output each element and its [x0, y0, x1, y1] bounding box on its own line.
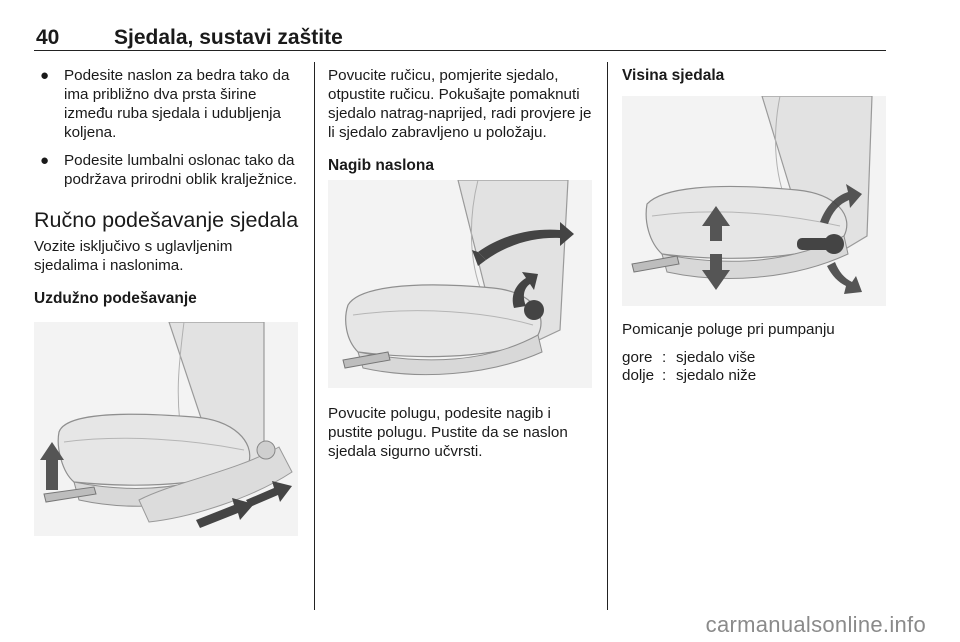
page-header [34, 26, 886, 50]
bullet-dot-icon: ● [40, 152, 50, 169]
column-divider-2 [607, 62, 608, 610]
heading-manual-adjustment: Ručno podešavanje sjedala [34, 208, 299, 232]
heading-seat-height: Visina sjedala [622, 67, 725, 84]
heading-longitudinal-adjustment: Uzdužno podešavanje [34, 290, 197, 307]
column-right [622, 66, 886, 85]
page-number: 40 [36, 26, 60, 49]
column-left [34, 66, 300, 308]
bullet-item [34, 66, 300, 142]
legend-value: sjedalo više [676, 349, 756, 366]
bullet-dot-icon: ● [40, 67, 50, 84]
paragraph: Povucite ručicu, pomjerite sjedalo, otpustite ručicu. Pokušajte pomaknuti sjedalo natrag-naprijed, radi provjere je li sjedalo zabravljeno u položaju. [328, 67, 592, 141]
paragraph: Povucite polugu, podesite nagib i pustite polugu. Pustite da se naslon sjedala sigurno učvrsti. [328, 405, 568, 460]
bullet-text: Podesite naslon za bedra tako da ima približno dva prsta širine između ruba sjedala i udubljenja koljena. [64, 67, 290, 141]
column-divider-1 [314, 62, 315, 610]
bullet-item [34, 151, 300, 189]
legend-key: gore [622, 349, 653, 366]
legend-value: sjedalo niže [676, 367, 757, 384]
section-title: Sjedala, sustavi zaštite [114, 26, 343, 49]
legend-separator: : [662, 367, 667, 384]
legend-key: dolje [622, 367, 655, 384]
backrest-tilt-illustration [328, 180, 592, 388]
legend-row [622, 367, 886, 385]
seat-height-illustration [622, 96, 886, 306]
legend-row [622, 349, 886, 367]
paragraph: Pomicanje poluge pri pumpanju [622, 321, 835, 338]
legend-separator: : [662, 349, 667, 366]
column-middle-lower [328, 404, 593, 461]
watermark: carmanualsonline.info [705, 612, 926, 637]
legend-table [622, 349, 886, 385]
seat-longitudinal-illustration [34, 322, 298, 536]
heading-backrest-tilt: Nagib naslona [328, 157, 434, 174]
column-right-lower [622, 320, 886, 385]
column-middle [328, 66, 593, 175]
intro-paragraph: Vozite isključivo s uglavljenim sjedalima i naslonima. [34, 238, 233, 274]
bullet-text: Podesite lumbalni oslonac tako da podržava prirodni oblik kralježnice. [64, 152, 297, 188]
header-divider [34, 50, 886, 51]
